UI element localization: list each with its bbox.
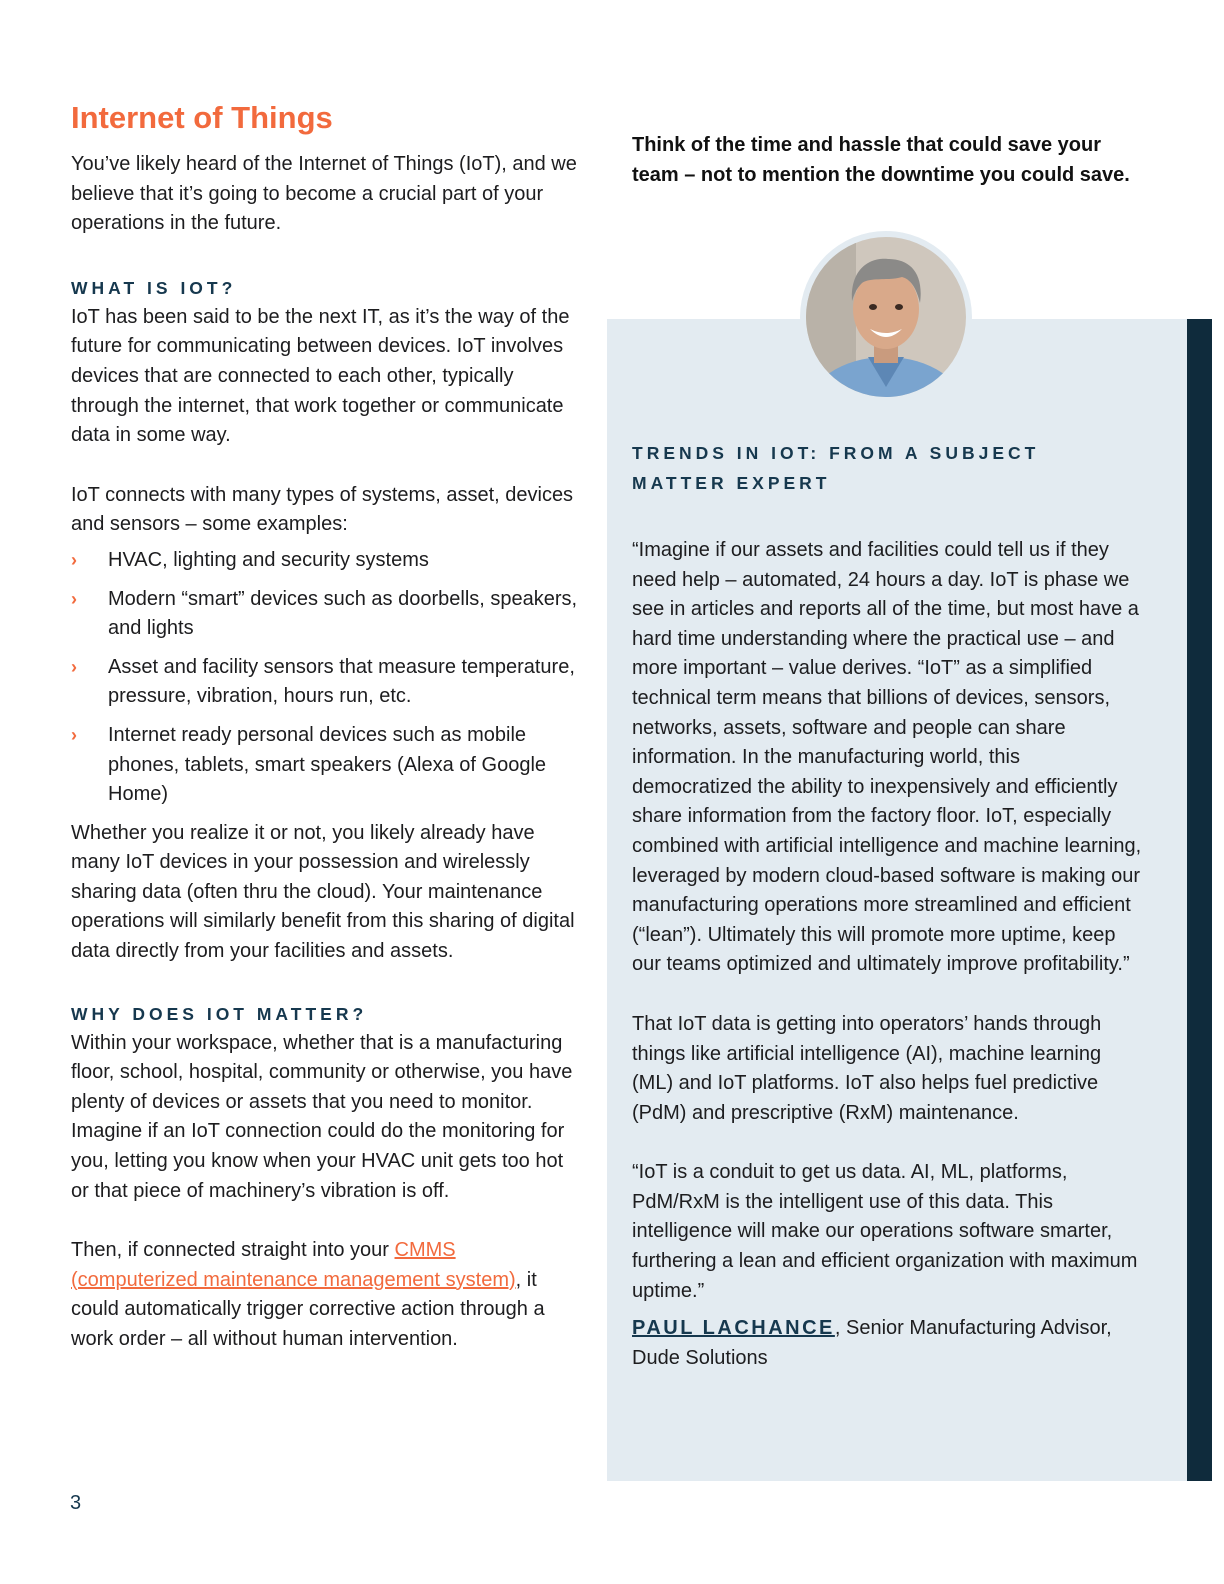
trends-heading: TRENDS IN IOT: FROM A SUBJECT MATTER EXPERT [632,443,1040,493]
cmms-link[interactable]: CMMS (computerized maintenance management system) [71,1239,516,1291]
what-is-iot-paragraph: IoT has been said to be the next IT, as it’s the way of the future for communicating between devices. IoT involves devices that are connected to each other, typically through the internet, that work together or communicate data in some way. [71,305,570,447]
page-number: 3 [70,1492,82,1514]
right-column [632,438,1142,1373]
examples-intro-paragraph: IoT connects with many types of systems, asset, devices and sensors – some examples: [71,483,574,536]
signature-title: , Senior Manufacturing Advisor, Dude Solutions [632,1317,1112,1369]
chevron-right-icon: › [71,724,77,745]
chevron-right-icon: › [71,588,77,609]
expert-quote-2: “IoT is a conduit to get us data. AI, ML, platforms, PdM/RxM is the intelligent use of this data. This intelligence will make our operations software smarter, furthering a lean and efficient organization with maximum uptime.” [632,1161,1138,1302]
expert-portrait-icon [806,237,966,397]
accent-bar [1187,319,1212,1481]
list-item: › HVAC, lighting and security systems [71,546,583,576]
left-column [71,98,583,1355]
devices-paragraph: Whether you realize it or not, you likely already have many IoT devices in your possession and wirelessly sharing data (often thru the cloud). Your maintenance operations will similarly benefit from this sharing of digital data directly from your facilities and assets. [71,821,575,963]
list-item: › Modern “smart” devices such as doorbells, speakers, and lights [71,585,583,644]
signature [632,1314,1142,1373]
list-item: › Asset and facility sensors that measure temperature, pressure, vibration, hours run, etc. [71,653,583,712]
avatar [800,231,972,403]
cmms-paragraph: Then, if connected straight into your CMMS (computerized maintenance management system), it could automatically trigger corrective action through a work order – all without human intervention. [71,1239,545,1350]
chevron-right-icon: › [71,549,77,570]
what-is-iot-heading: WHAT IS IOT? [71,277,237,298]
signature-name: PAUL LACHANCE [632,1317,835,1340]
examples-list [71,546,583,810]
expert-quote-1: “Imagine if our assets and facilities could tell us if they need help – automated, 24 hours a day. IoT is phase we see in articles and reports all of the time, but most have a hard time understanding where the practical use – and more important – value derives. “IoT” as a simplified technical term means that billions of devices, sensors, networks, assets, software and people can share information. In the manufacturing world, this democratized the ability to inexpensively and efficiently share information from the factory floor. IoT, especially combined with artificial intelligence and machine learning, leveraged by modern cloud-based software is making our manufacturing operations more streamlined and efficient (“lean”). Ultimately this will promote more uptime, keep our teams optimized and ultimately improve profitability.” [632,539,1142,976]
pull-quote: Think of the time and hassle that could save your team – not to mention the downtime you could save. [632,134,1130,186]
intro-paragraph: You’ve likely heard of the Internet of Things (IoT), and we believe that it’s going to become a crucial part of your operations in the future. [71,153,577,235]
operators-paragraph: That IoT data is getting into operators’ hands through things like artificial intelligence (AI), machine learning (ML) and IoT platforms. IoT also helps fuel predictive (PdM) and prescriptive (RxM) maintenance. [632,1012,1102,1124]
chevron-right-icon: › [71,656,77,677]
page-title: Internet of Things [71,100,333,135]
list-item: › Internet ready personal devices such as mobile phones, tablets, smart speakers (Alexa of Google Home) [71,721,583,810]
why-iot-matters-paragraph: Within your workspace, whether that is a manufacturing floor, school, hospital, community or otherwise, you have plenty of devices or assets that you need to monitor. Imagine if an IoT connection could do the monitoring for you, letting you know when your HVAC unit gets too hot or that piece of machinery’s vibration is off. [71,1031,573,1202]
why-iot-matters-heading: WHY DOES IOT MATTER? [71,1003,368,1024]
